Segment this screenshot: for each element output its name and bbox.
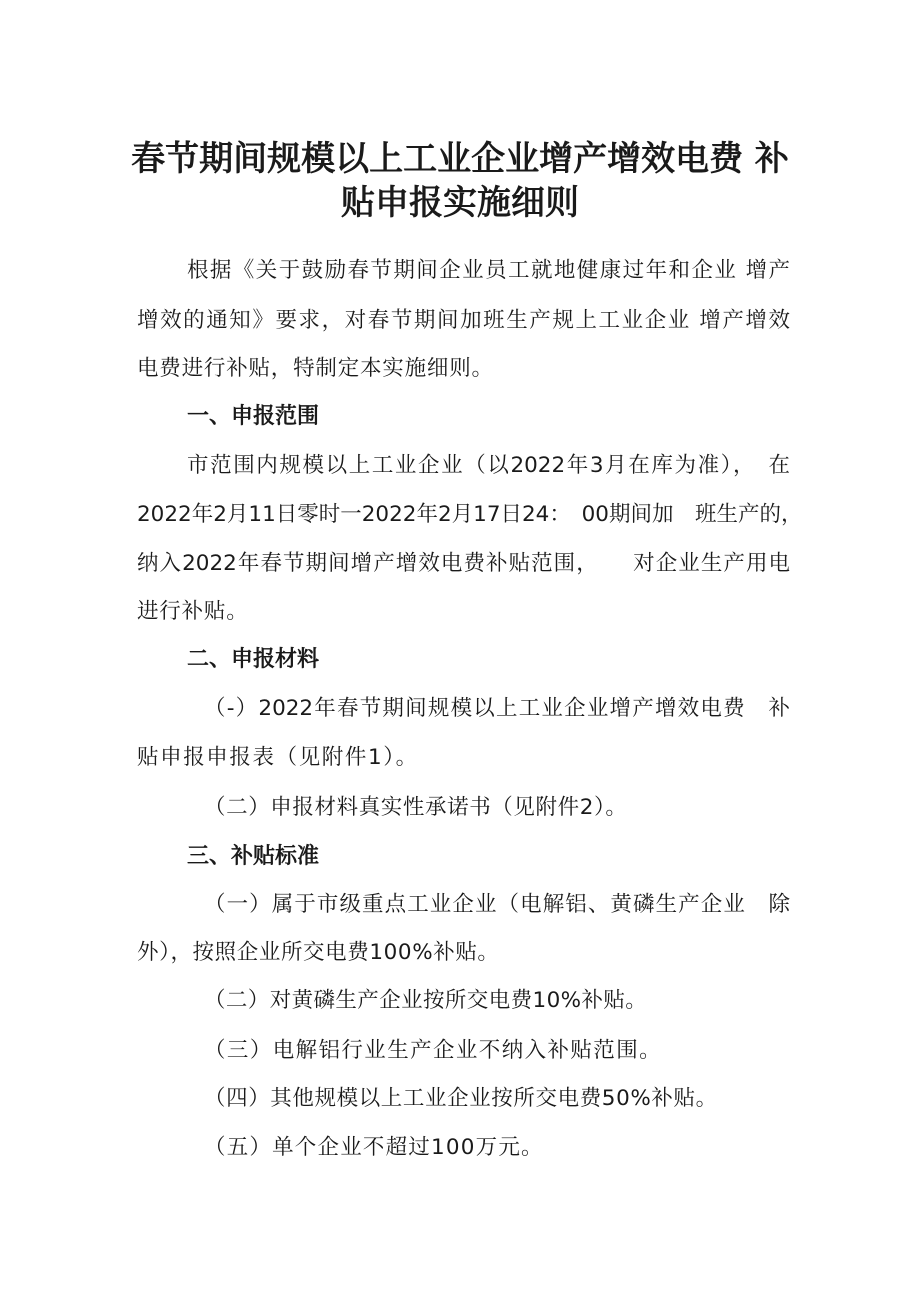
section-3-line-3: （二）对黄磷生产企业按所交电费10%补贴。 [204, 988, 648, 1013]
section-1-heading: 一、申报范围 [187, 404, 320, 429]
document-title-line-2: 贴申报实施细则 [341, 183, 579, 223]
section-2-line-3: （二）申报材料真实性承诺书（见附件2）。 [204, 795, 628, 820]
intro-line-2: 增效的通知》要求，对春节期间加班生产规上工业企业 增产增效 [137, 308, 790, 333]
intro-line-1: 根据《关于鼓励春节期间企业员工就地健康过年和企业 增产 [187, 258, 790, 283]
section-2-heading: 二、申报材料 [187, 647, 320, 672]
section-3-line-6: （五）单个企业不超过100万元。 [204, 1135, 544, 1160]
section-1-line-4: 进行补贴。 [137, 599, 249, 624]
section-1-line-1: 市范围内规模以上工业企业（以2022年3月在库为准）， 在 [187, 453, 790, 478]
section-2-line-1: （-）2022年春节期间规模以上工业企业增产增效电费 补 [204, 696, 790, 721]
section-3-line-1: （一）属于市级重点工业企业（电解铝、黄磷生产企业 除 [204, 892, 790, 917]
section-3-heading: 三、补贴标准 [187, 844, 320, 869]
section-3-line-4: （三）电解铝行业生产企业不纳入补贴范围。 [204, 1038, 663, 1063]
section-2-line-2: 贴申报申报表（见附件1）。 [137, 745, 419, 770]
section-3-line-2: 外），按照企业所交电费100%补贴。 [137, 940, 500, 965]
document-title-line-1: 春节期间规模以上工业企业增产增效电费 补 [131, 139, 789, 179]
intro-line-3: 电费进行补贴，特制定本实施细则。 [137, 356, 494, 381]
section-1-line-2: 2022年2月11日零时一2022年2月17日24： 00期间加 班生产的， [137, 502, 803, 527]
section-3-line-5: （四）其他规模以上工业企业按所交电费50%补贴。 [204, 1086, 718, 1111]
section-1-line-3: 纳入2022年春节期间增产增效电费补贴范围， 对企业生产用电 [137, 551, 790, 576]
